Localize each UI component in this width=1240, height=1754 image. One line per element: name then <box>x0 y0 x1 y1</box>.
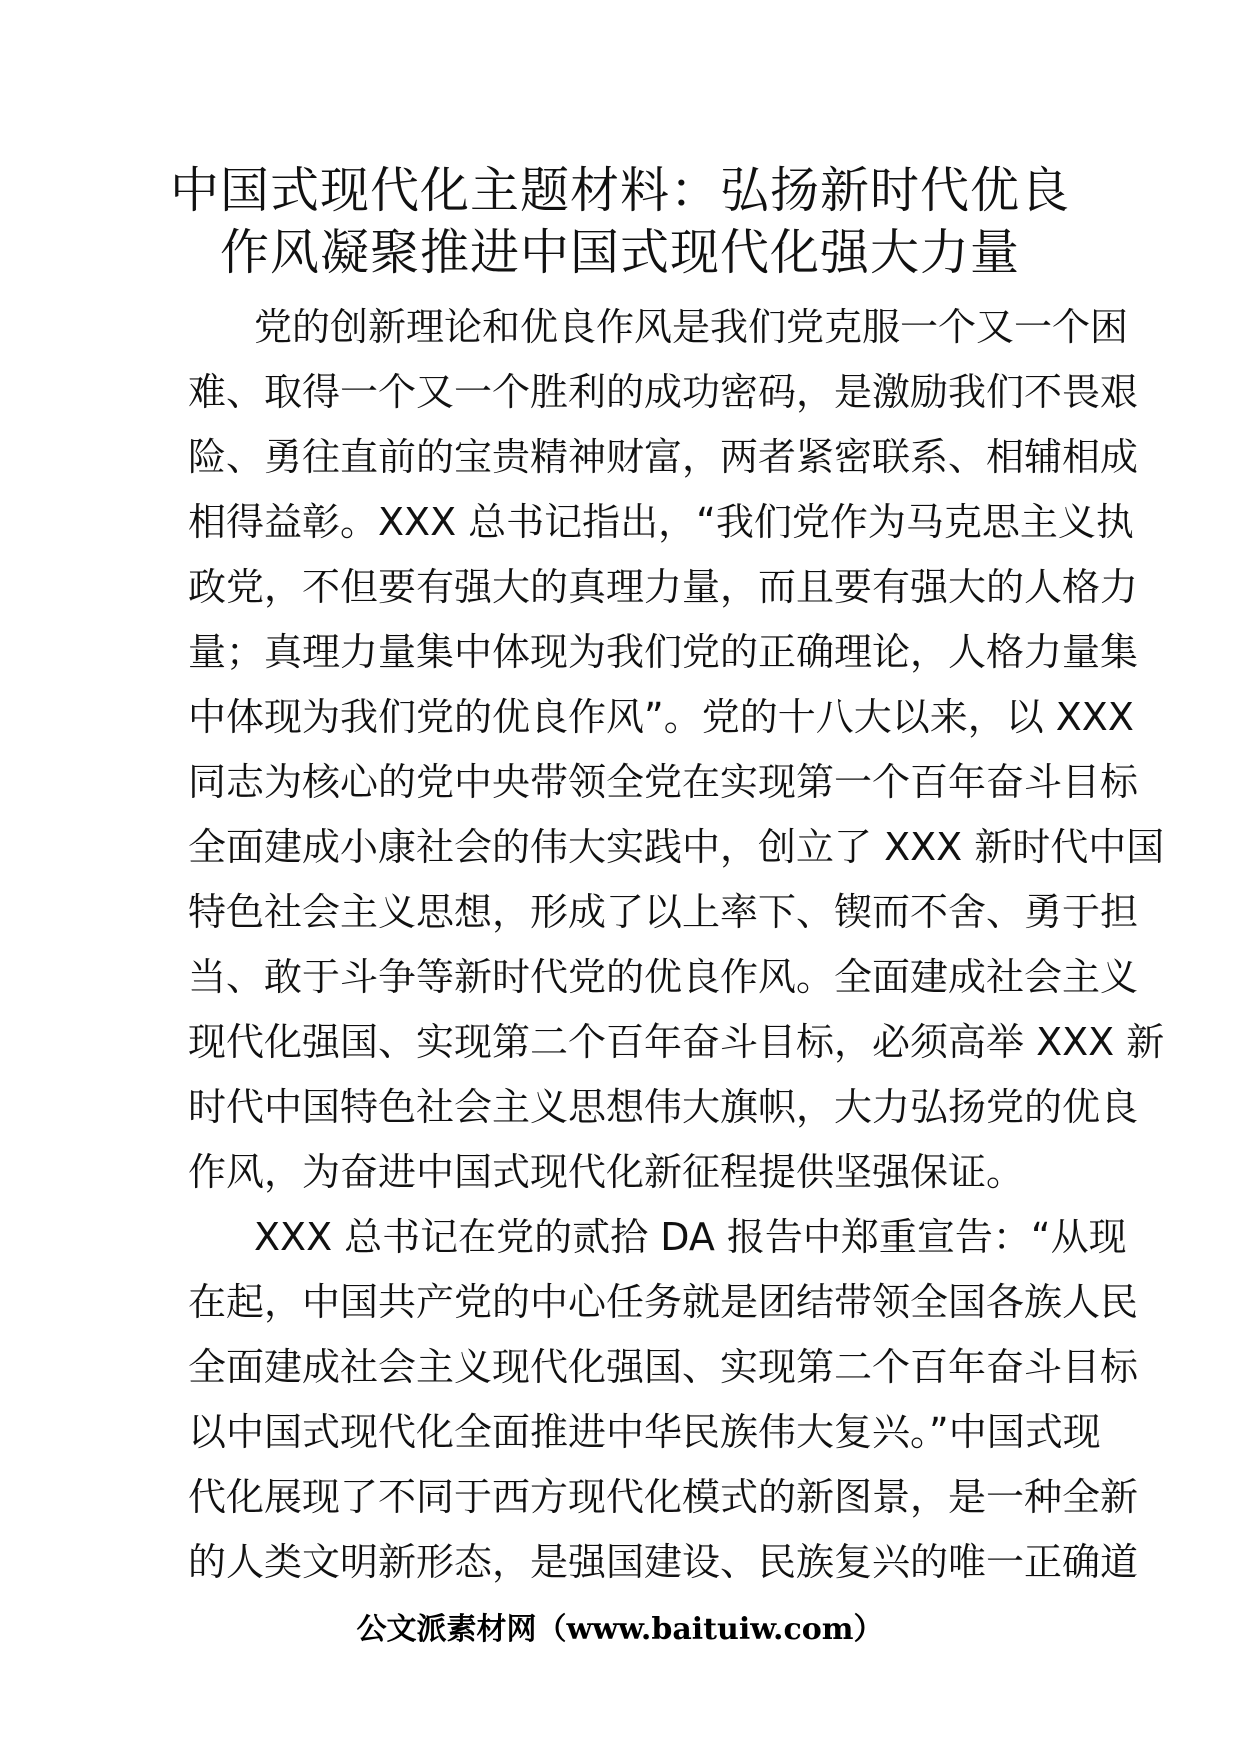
text-line: 同志为核心的党中央带领全党在实现第一个百年奋斗目标 <box>188 760 1139 804</box>
document-body <box>188 295 1165 1595</box>
document-title <box>150 160 1090 284</box>
text-line: 险、勇往直前的宝贵精神财富，两者紧密联系、相辅相成 <box>188 435 1139 479</box>
text-line: 中体现为我们党的优良作风”。党的十八大以来，以 XXX <box>188 695 1134 739</box>
text-line: 党的创新理论和优良作风是我们党克服一个又一个困 <box>254 305 1129 349</box>
text-line: 代化展现了不同于西方现代化模式的新图景，是一种全新 <box>188 1475 1139 1519</box>
text-line: 的人类文明新形态，是强国建设、民族复兴的唯一正确道 <box>188 1540 1139 1584</box>
footer-watermark-text: 公文派素材网（www.baituiw.com） <box>356 1612 884 1647</box>
text-line: XXX 总书记在党的贰拾 DA 报告中郑重宣告：“从现 <box>254 1215 1127 1259</box>
text-line: 特色社会主义思想，形成了以上率下、锲而不舍、勇于担 <box>188 890 1139 934</box>
text-line: 全面建成社会主义现代化强国、实现第二个百年奋斗目标 <box>188 1345 1139 1389</box>
title-line: 中国式现代化主题材料：弘扬新时代优良 <box>169 162 1070 219</box>
text-line: 量；真理力量集中体现为我们党的正确理论，人格力量集 <box>188 630 1139 674</box>
text-line: 全面建成小康社会的伟大实践中，创立了 XXX 新时代中国 <box>188 825 1165 869</box>
title-line: 作风凝聚推进中国式现代化强大力量 <box>219 224 1020 281</box>
text-line: 作风，为奋进中国式现代化新征程提供坚强保证。 <box>188 1150 1025 1194</box>
paragraph-1 <box>188 295 1165 1205</box>
text-line: 相得益彰。XXX 总书记指出，“我们党作为马克思主义执 <box>188 500 1134 544</box>
text-line: 时代中国特色社会主义思想伟大旗帜，大力弘扬党的优良 <box>188 1085 1139 1129</box>
text-line: 以中国式现代化全面推进中华民族伟大复兴。”中国式现 <box>188 1410 1101 1454</box>
text-line: 在起，中国共产党的中心任务就是团结带领全国各族人民 <box>188 1280 1139 1324</box>
text-line: 当、敢于斗争等新时代党的优良作风。全面建成社会主义 <box>188 955 1139 999</box>
paragraph-2 <box>188 1205 1139 1595</box>
text-line: 难、取得一个又一个胜利的成功密码，是激励我们不畏艰 <box>188 370 1139 414</box>
text-line: 现代化强国、实现第二个百年奋斗目标，必须高举 XXX 新 <box>188 1020 1165 1064</box>
text-line: 政党，不但要有强大的真理力量，而且要有强大的人格力 <box>188 565 1139 609</box>
